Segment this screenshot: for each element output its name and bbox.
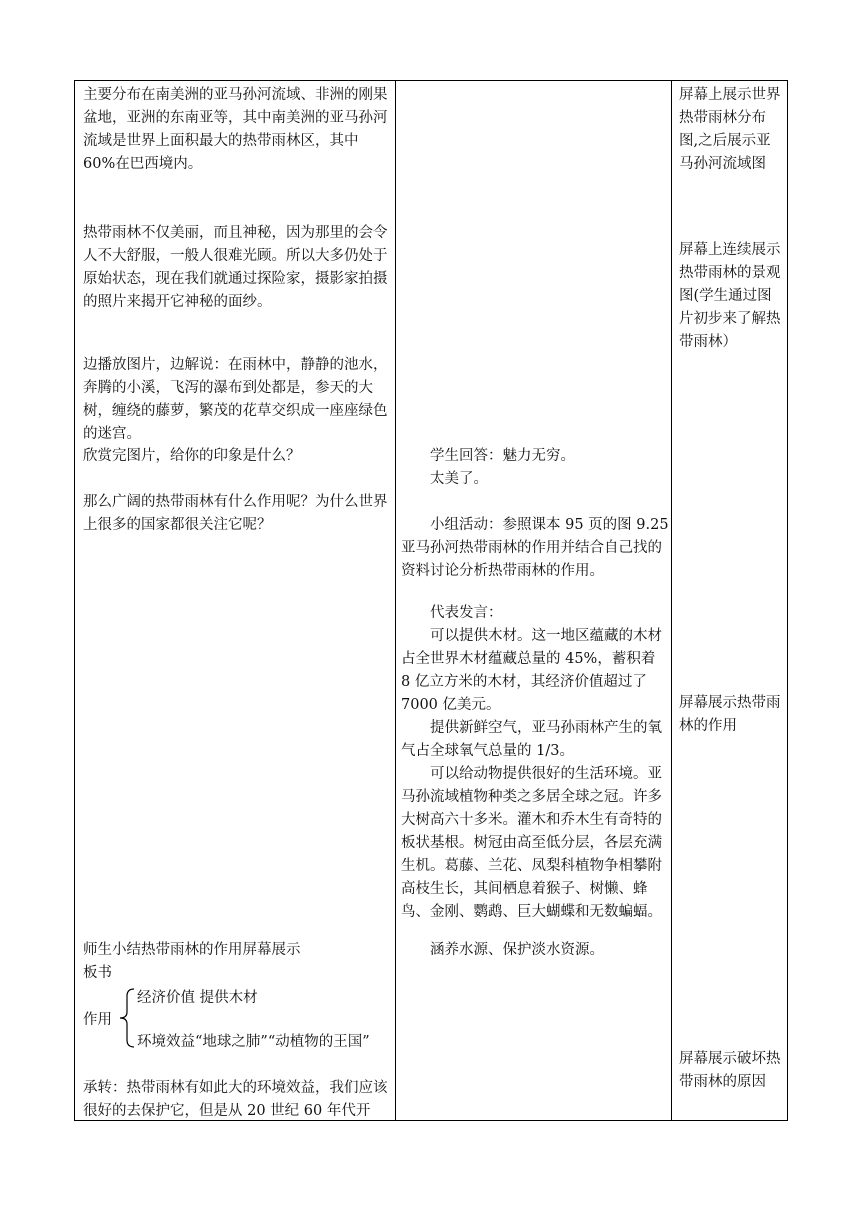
note-distribution-map: 屏幕上展示世界热带雨林分布图,之后展示亚马孙河流域图 [679, 87, 781, 172]
student-answer-2: 太美了。 [430, 471, 488, 487]
teacher-summary: 师生小结热带雨林的作用屏幕展示 [83, 942, 301, 958]
note-function-display: 屏幕展示热带雨林的作用 [679, 695, 781, 734]
representative-heading: 代表发言： [430, 605, 503, 621]
student-answer: 学生回答：魅力无穷。 [430, 448, 575, 464]
board-item-environment: 环境效益“地球之肺”“动植物的王国” [137, 1034, 370, 1050]
board-item-economic: 经济价值 提供木材 [137, 990, 258, 1006]
teacher-text-mystery: 热带雨林不仅美丽，而且神秘，因为那里的会令人不大舒服，一般人很难光顾。所以大多仍处于原始状态，现在我们就通过探险家，摄影家拍摄的照片来揭开它神秘的面纱。 [83, 225, 388, 310]
column-divider-2 [671, 81, 672, 1120]
teacher-text-distribution: 主要分布在南美洲的亚马孙河流域、非洲的刚果盆地，亚洲的东南亚等，其中南美洲的亚马孙河流域是世界上面积最大的热带雨林区，其中 60%在巴西境内。 [83, 87, 388, 172]
speech-water: 涵养水源、保护淡水资源。 [430, 942, 604, 958]
teacher-question-impression: 欣赏完图片，给你的印象是什么？ [83, 448, 301, 464]
speech-habitat: 可以给动物提供很好的生活环境。亚马孙流域植物种类之多居全球之冠。许多大树高六十多米。灌木和乔木生有奇特的板状基根。树冠由高至低分层，各层充满生机。葛藤、兰花、凤梨科植物争相攀附高枝生长，其间栖息着猴子、树懒、蜂鸟、金刚、鹦鹉、巨大蝴蝶和无数蝙蝠。 [401, 766, 662, 920]
speech-timber: 可以提供木材。这一地区蕴藏的木材占全世界木材蕴藏总量的 45%，蓄积着 8 亿立方米的木材，其经济价值超过了 7000 亿美元。 [401, 628, 662, 713]
teacher-text-narration: 边播放图片，边解说：在雨林中，静静的池水，奔腾的小溪，飞泻的瀑布到处都是，参天的大树，缠绕的藤萝，繁茂的花草交织成一座座绿色的迷宫。 [83, 357, 388, 442]
lesson-table [74, 80, 788, 1121]
teacher-transition: 承转：热带雨林有如此大的环境效益，我们应该很好的去保护它，但是从 20 世纪 60 年代开 [83, 1080, 388, 1119]
board-label: 作用 [83, 1012, 112, 1028]
note-landscape-images: 屏幕上连续展示热带雨林的景观图(学生通过图片初步来了解热带雨林） [679, 242, 781, 350]
board-heading: 板书 [83, 965, 112, 981]
group-activity: 小组活动：参照课本 95 页的图 9.25 亚马孙河热带雨林的作用并结合自己找的资料讨论分析热带雨林的作用。 [401, 517, 669, 579]
note-destruction-causes: 屏幕展示破坏热带雨林的原因 [679, 1051, 781, 1090]
board-brace [117, 987, 137, 1049]
teacher-question-function: 那么广阔的热带雨林有什么作用呢？为什么世界上很多的国家都很关注它呢？ [83, 494, 388, 533]
speech-oxygen: 提供新鲜空气，亚马孙雨林产生的氧气占全球氧气总量的 1/3。 [401, 720, 662, 759]
column-divider-1 [395, 81, 396, 1120]
